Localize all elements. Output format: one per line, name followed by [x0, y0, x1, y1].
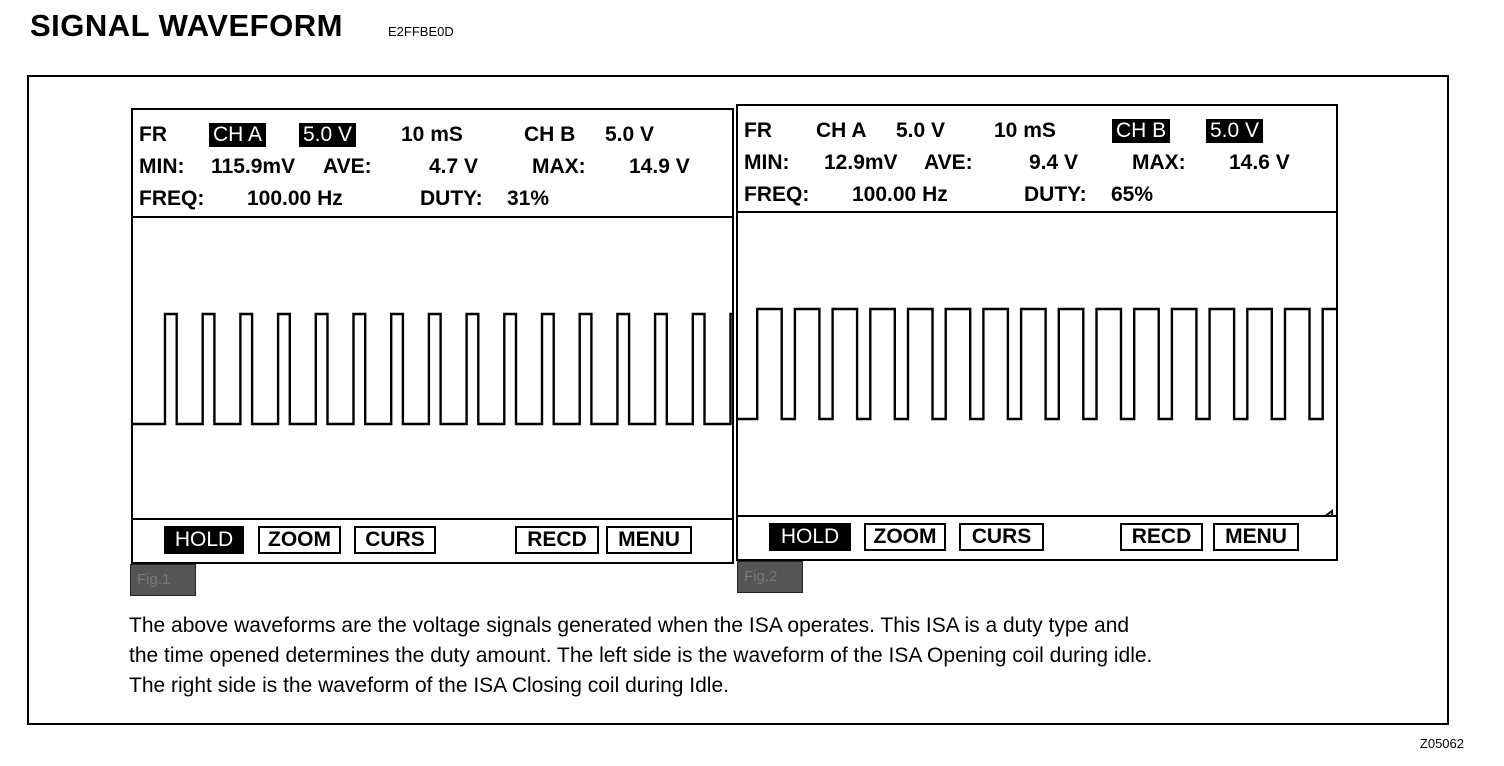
- zoom-button[interactable]: ZOOM: [864, 523, 946, 551]
- caption-line: The above waveforms are the voltage signals generated when the ISA operates. This ISA is a duty type and: [129, 614, 1130, 637]
- channel-a-label: CH A: [816, 119, 867, 142]
- ave-label: AVE:: [924, 151, 973, 174]
- recd-button[interactable]: RECD: [515, 526, 599, 554]
- waveform-trace: [133, 314, 732, 424]
- button-bar-right: [738, 515, 1336, 559]
- button-bar-left: [133, 518, 732, 562]
- scope-readout-left: [133, 110, 732, 218]
- min-label: MIN:: [139, 155, 185, 178]
- waveform-left: [133, 216, 732, 520]
- menu-button[interactable]: MENU: [606, 526, 692, 554]
- duty-value: 65%: [1111, 183, 1154, 206]
- figure-frame: [27, 75, 1449, 725]
- max-value: 14.9 V: [629, 155, 690, 178]
- duty-value: 31%: [507, 187, 550, 210]
- duty-label: DUTY:: [420, 187, 483, 210]
- max-value: 14.6 V: [1229, 151, 1290, 174]
- curs-button[interactable]: CURS: [959, 523, 1044, 551]
- channel-b-volt: 5.0 V: [605, 123, 655, 146]
- scope-screen-right: [736, 104, 1338, 561]
- caption-line: the time opened determines the duty amount. The left side is the waveform of the ISA Opening coil during idle.: [129, 644, 1153, 667]
- waveform-trace: [738, 309, 1336, 419]
- channel-b-label: CH B: [524, 123, 576, 146]
- ave-value: 9.4 V: [1029, 151, 1079, 174]
- ave-label: AVE:: [323, 155, 372, 178]
- channel-b-label: CH B: [1112, 119, 1170, 143]
- channel-a-label: CH A: [209, 123, 266, 147]
- zoom-button[interactable]: ZOOM: [258, 526, 341, 554]
- min-value: 115.9mV: [211, 155, 296, 178]
- freq-value: 100.00 Hz: [852, 183, 948, 206]
- ave-value: 4.7 V: [429, 155, 479, 178]
- hold-button[interactable]: HOLD: [769, 523, 851, 551]
- timebase: 10 mS: [401, 123, 463, 146]
- min-label: MIN:: [744, 151, 790, 174]
- min-value: 12.9mV: [824, 151, 898, 174]
- waveform-plot-left: [133, 216, 732, 520]
- figure-id: Z05062: [1419, 736, 1464, 751]
- figure-tag-right-text: Fig.2: [744, 568, 778, 585]
- freq-value: 100.00 Hz: [247, 187, 343, 210]
- hold-button[interactable]: HOLD: [164, 526, 244, 554]
- fr-label: FR: [744, 119, 772, 142]
- channel-a-volt: 5.0 V: [299, 123, 356, 147]
- waveform-plot-right: [738, 211, 1336, 515]
- document-code: E2FFBE0D: [388, 24, 454, 39]
- fr-label: FR: [139, 123, 167, 146]
- freq-label: FREQ:: [744, 183, 810, 206]
- timebase: 10 mS: [994, 119, 1056, 142]
- channel-a-volt: 5.0 V: [896, 119, 946, 142]
- figure-tag-left: [130, 564, 196, 596]
- scope-readout-right: [738, 106, 1336, 213]
- freq-label: FREQ:: [139, 187, 205, 210]
- channel-b-volt: 5.0 V: [1206, 119, 1263, 143]
- curs-button[interactable]: CURS: [354, 526, 436, 554]
- scope-screen-left: [131, 108, 734, 564]
- recd-button[interactable]: RECD: [1120, 523, 1203, 551]
- page-title: SIGNAL WAVEFORM: [30, 8, 343, 43]
- duty-label: DUTY:: [1024, 183, 1087, 206]
- figure-tag-left-text: Fig.1: [137, 571, 171, 588]
- max-label: MAX:: [1132, 151, 1186, 174]
- caption: [129, 611, 1429, 701]
- caption-line: The right side is the waveform of the ISA Closing coil during Idle.: [129, 674, 729, 697]
- menu-button[interactable]: MENU: [1213, 523, 1299, 551]
- max-label: MAX:: [532, 155, 586, 178]
- waveform-right: [738, 211, 1336, 515]
- figure-tag-right: [737, 561, 803, 593]
